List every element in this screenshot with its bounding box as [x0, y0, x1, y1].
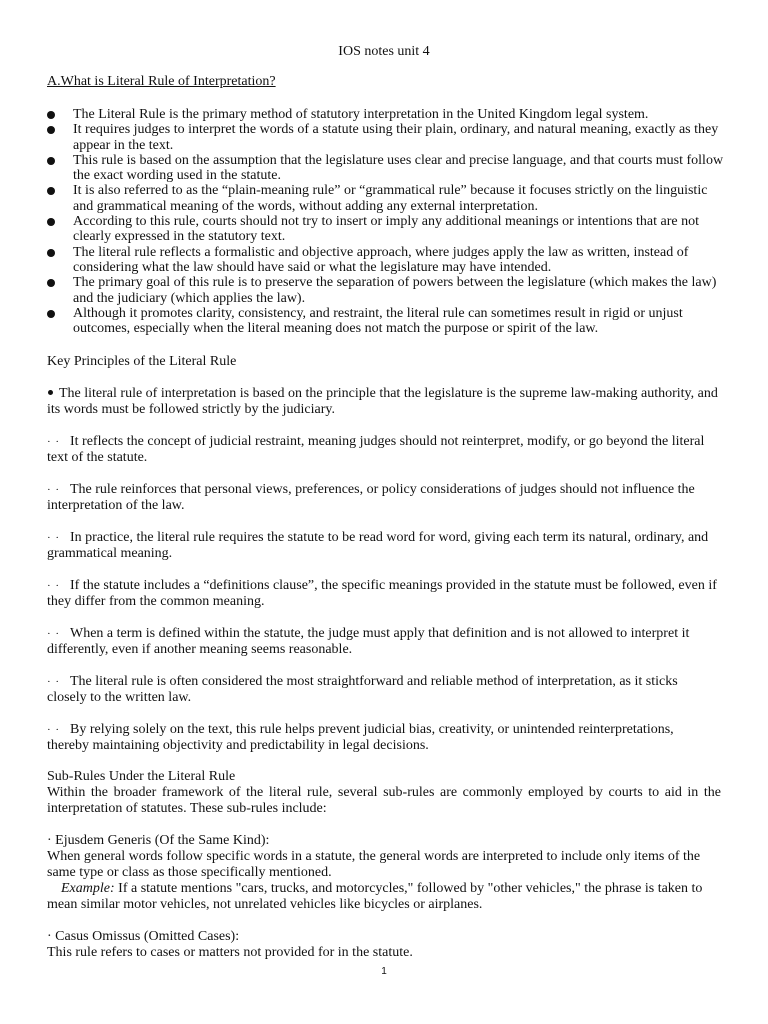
- key-principles-heading: Key Principles of the Literal Rule: [47, 354, 237, 369]
- document-title: IOS notes unit 4: [338, 44, 430, 59]
- sub-rules-section: [47, 769, 721, 961]
- list-item: It requires judges to interpret the words of a statute using their plain, ordinary, and natural meaning, exactly as they appear in the text.: [47, 122, 727, 153]
- bullet-icon: [47, 310, 55, 318]
- bullet-icon: [47, 111, 55, 119]
- list-item: The primary goal of this rule is to preserve the separation of powers between the legislature (which makes the law) and the judiciary (which applies the law).: [47, 275, 727, 306]
- principle-paragraph: · · By relying solely on the text, this rule helps prevent judicial bias, creativity, or unintended reinterpretations, thereby maintaining objectivity and predictability in legal decisions.: [47, 722, 674, 753]
- bullet-icon: [47, 157, 55, 165]
- bullet-icon: [47, 279, 55, 287]
- bullet-icon: [47, 126, 55, 134]
- bullet-marker-icon: · ·: [47, 724, 61, 736]
- principle-paragraph: · · The rule reinforces that personal views, preferences, or policy considerations of judges should not influence the interpretation of the law.: [47, 482, 695, 513]
- sub-rules-heading: Sub-Rules Under the Literal Rule: [47, 769, 236, 784]
- bullet-icon: [47, 187, 55, 195]
- section-a-bullet-list: [47, 107, 727, 336]
- bullet-icon: [48, 390, 53, 395]
- bullet-marker-icon: · ·: [47, 580, 61, 592]
- principle-paragraph: · · It reflects the concept of judicial restraint, meaning judges should not reinterpret, modify, or go beyond the literal text of the statute.: [47, 434, 705, 465]
- casus-omissus-text: This rule refers to cases or matters not provided for in the statute.: [47, 945, 413, 960]
- list-item: According to this rule, courts should not try to insert or imply any additional meanings or intentions that are not clearly expressed in the statutory text.: [47, 214, 727, 245]
- ejusdem-generis-text: When general words follow specific words in a statute, the general words are interpreted to include only items of the same type or class as those specifically mentioned.: [47, 849, 701, 880]
- principle-paragraph: · · If the statute includes a “definitions clause”, the specific meanings provided in the statute must be followed, even if they differ from the common meaning.: [47, 578, 717, 609]
- bullet-icon: [47, 249, 55, 257]
- casus-omissus-title: · Casus Omissus (Omitted Cases):: [47, 929, 240, 944]
- list-item: The Literal Rule is the primary method of statutory interpretation in the United Kingdom legal system.: [47, 107, 727, 122]
- list-item: It is also referred to as the “plain-meaning rule” or “grammatical rule” because it focuses strictly on the linguistic and grammatical meaning of the words, without adding any external interpretation.: [47, 183, 727, 214]
- principle-paragraph: The literal rule of interpretation is based on the principle that the legislature is the supreme law-making authority, and its words must be followed strictly by the judiciary.: [47, 386, 718, 417]
- bullet-marker-icon: · ·: [47, 628, 61, 640]
- bullet-marker-icon: · ·: [47, 676, 61, 688]
- example-label: Example:: [61, 881, 115, 896]
- principle-paragraph: · · When a term is defined within the statute, the judge must apply that definition and is not allowed to interpret it differently, even if another meaning seems reasonable.: [47, 626, 690, 657]
- list-item: Although it promotes clarity, consistency, and restraint, the literal rule can sometimes result in rigid or unjust outcomes, especially when the literal meaning does not match the purpose or spirit of the law.: [47, 306, 727, 337]
- sub-rules-intro: Within the broader framework of the literal rule, several sub-rules are commonly employed by courts to aid in the interpretation of statutes. These sub-rules include:: [47, 785, 721, 816]
- key-principles-list: [47, 386, 719, 770]
- bullet-icon: [47, 218, 55, 226]
- ejusdem-generis-example: Example: If a statute mentions "cars, trucks, and motorcycles," followed by "other vehicles," the phrase is taken to mean similar motor vehicles, not unrelated vehicles like bicycles or airplanes.: [47, 881, 703, 912]
- list-item: The literal rule reflects a formalistic and objective approach, where judges apply the law as written, instead of considering what the law should have said or what the legislature may have intended.: [47, 245, 727, 276]
- page-number: 1: [381, 966, 387, 977]
- principle-paragraph: · · In practice, the literal rule requires the statute to be read word for word, giving each term its natural, ordinary, and grammatical meaning.: [47, 530, 709, 561]
- bullet-marker-icon: · ·: [47, 436, 61, 448]
- principle-paragraph: · · The literal rule is often considered the most straightforward and reliable method of interpretation, as it sticks closely to the written law.: [47, 674, 678, 705]
- bullet-marker-icon: · ·: [47, 484, 61, 496]
- section-a-heading: A.What is Literal Rule of Interpretation?: [47, 74, 276, 89]
- ejusdem-generis-title: · Ejusdem Generis (Of the Same Kind):: [47, 833, 270, 848]
- list-item: This rule is based on the assumption that the legislature uses clear and precise language, and that courts must follow the exact wording used in the statute.: [47, 153, 727, 184]
- bullet-marker-icon: · ·: [47, 532, 61, 544]
